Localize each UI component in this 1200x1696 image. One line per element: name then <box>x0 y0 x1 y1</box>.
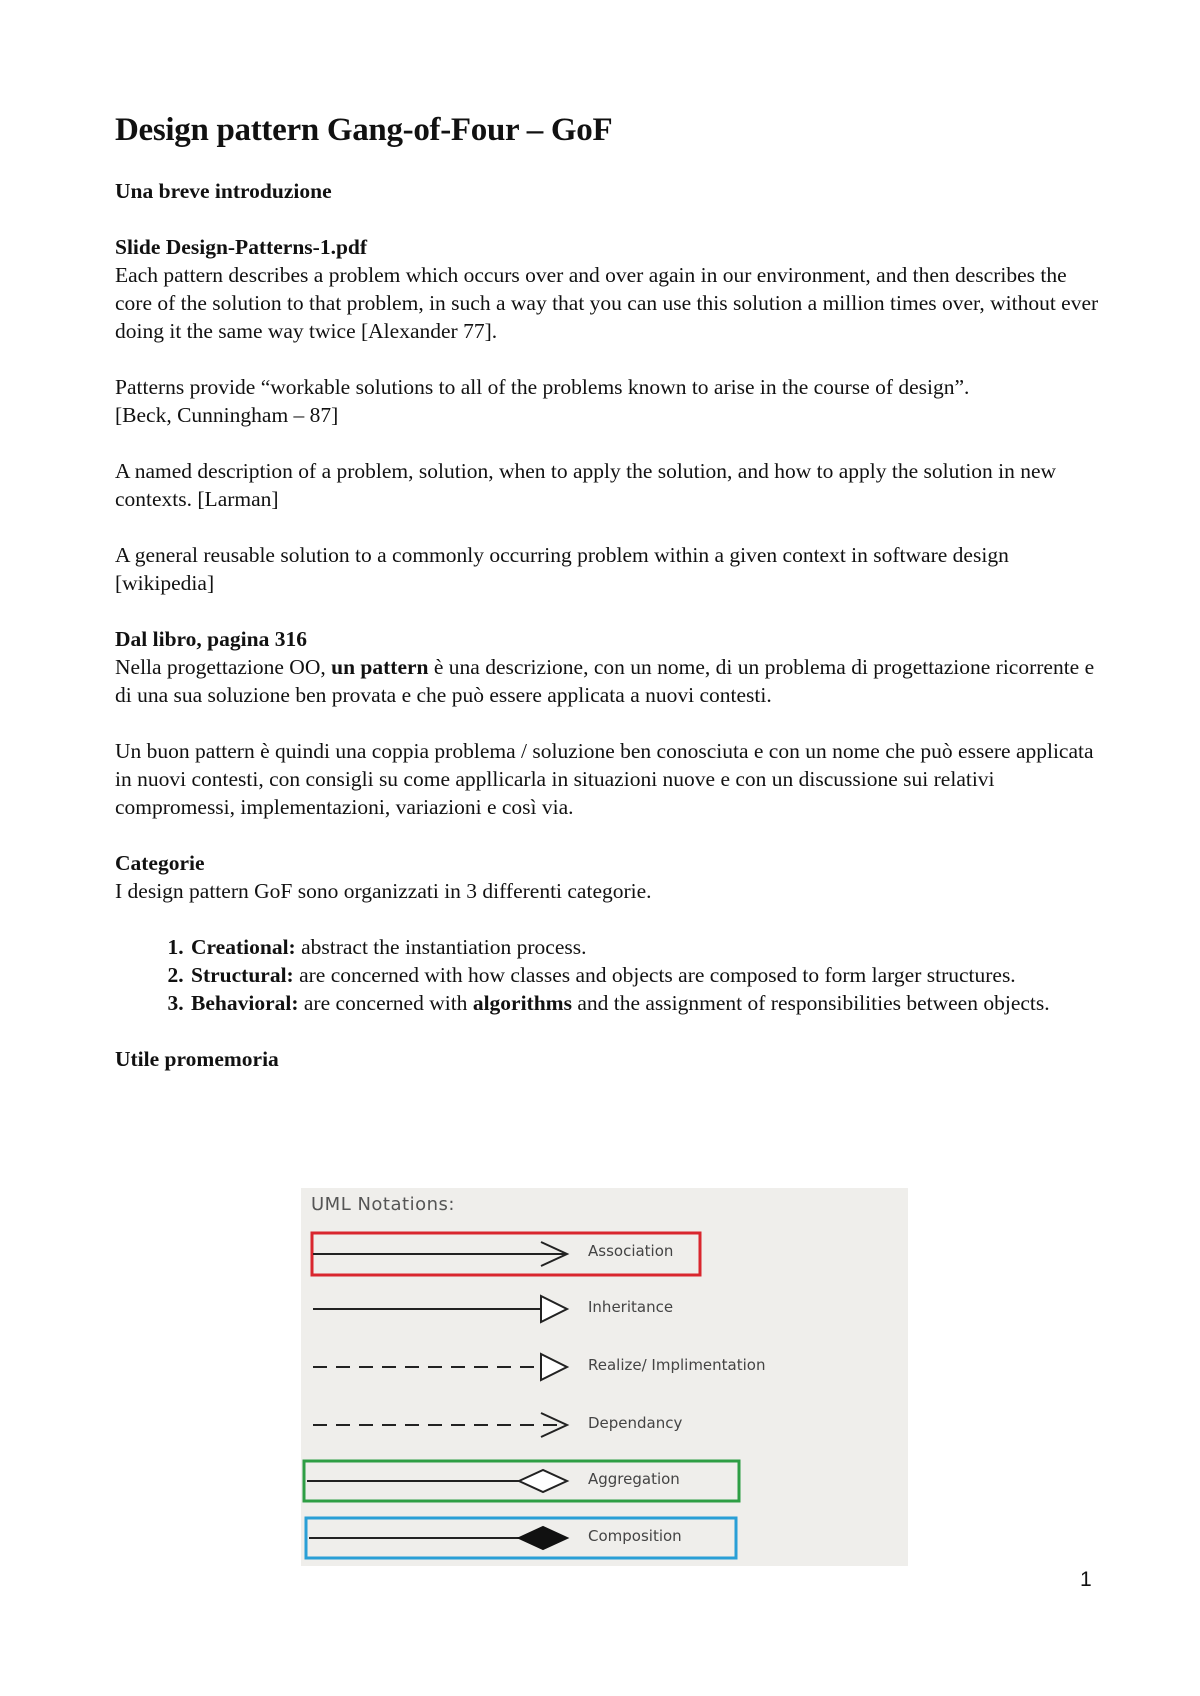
categories-intro: I design pattern GoF sono organizzati in 3 differenti categorie. <box>115 879 652 903</box>
list-item <box>189 933 1105 961</box>
page-number: 1 <box>1080 1568 1092 1591</box>
quote-wikipedia: A general reusable solution to a commonly occurring problem within a given context in software design [wikipedia] <box>115 543 1009 595</box>
book-p1-bold: un pattern <box>331 655 429 679</box>
category-name: Behavioral: <box>191 991 299 1015</box>
uml-notations-figure <box>301 1188 908 1566</box>
uml-label-inheritance: Inheritance <box>588 1298 674 1316</box>
uml-row-inheritance <box>301 1284 908 1334</box>
subtitle: Una breve introduzione <box>115 179 332 203</box>
uml-row-aggregation <box>301 1456 908 1506</box>
book-paragraph-2: Un buon pattern è quindi una coppia problema / soluzione ben conosciuta e con un nome che può essere applicata in nuovi contesti, con consigli su come appllicarla in situazioni nuove e con un discussione sui relativi compromessi, implementazioni, variazioni e così via. <box>115 739 1094 819</box>
quote-beck-line1: Patterns provide “workable solutions to all of the problems known to arise in the course of design”. <box>115 375 970 399</box>
document-page <box>115 112 1105 1073</box>
categories-list <box>115 933 1105 1017</box>
page-title: Design pattern Gang-of-Four – GoF <box>115 112 613 148</box>
reminder-heading: Utile promemoria <box>115 1047 279 1071</box>
quote-alexander: Each pattern describes a problem which occurs over and over again in our environment, and then describes the core of the solution to that problem, in such a way that you can use this solution a million times over, without ever doing it the same way twice [Alexander 77]. <box>115 263 1099 343</box>
slides-heading: Slide Design-Patterns-1.pdf <box>115 235 368 259</box>
category-name: Creational: <box>191 935 296 959</box>
quote-larman: A named description of a problem, solution, when to apply the solution, and how to apply the solution in new contexts. [Larman] <box>115 459 1057 511</box>
uml-label-realization: Realize/ Implimentation <box>588 1356 766 1374</box>
list-item <box>189 961 1105 989</box>
book-p1-before: Nella progettazione OO, <box>115 655 332 679</box>
list-item <box>189 989 1105 1017</box>
uml-row-composition <box>301 1513 908 1563</box>
book-p1-after: è una descrizione, con un nome, di un problema di progettazione ricorrente e di una sua soluzione ben provata e che può essere applicata a nuovi contesti. <box>115 655 1095 707</box>
uml-label-composition: Composition <box>588 1527 682 1545</box>
category-name: Structural: <box>191 963 294 987</box>
book-heading: Dal libro, pagina 316 <box>115 627 307 651</box>
category-text-bold: algorithms <box>472 991 572 1015</box>
uml-figure-title: UML Notations: <box>311 1194 455 1215</box>
book-paragraph-1 <box>115 653 1105 709</box>
category-text: abstract the instantiation process. <box>295 935 587 959</box>
uml-label-association: Association <box>588 1242 674 1260</box>
uml-row-association <box>301 1228 908 1278</box>
categories-heading: Categorie <box>115 851 205 875</box>
uml-label-aggregation: Aggregation <box>588 1470 680 1488</box>
category-text: are concerned with how classes and objects are composed to form larger structures. <box>293 963 1016 987</box>
category-text: and the assignment of responsibilities between objects. <box>571 991 1050 1015</box>
quote-beck-line2: [Beck, Cunningham – 87] <box>115 403 339 427</box>
category-text: are concerned with <box>298 991 473 1015</box>
uml-row-dependency <box>301 1400 908 1450</box>
uml-label-dependency: Dependancy <box>588 1414 683 1432</box>
uml-row-realization <box>301 1342 908 1392</box>
